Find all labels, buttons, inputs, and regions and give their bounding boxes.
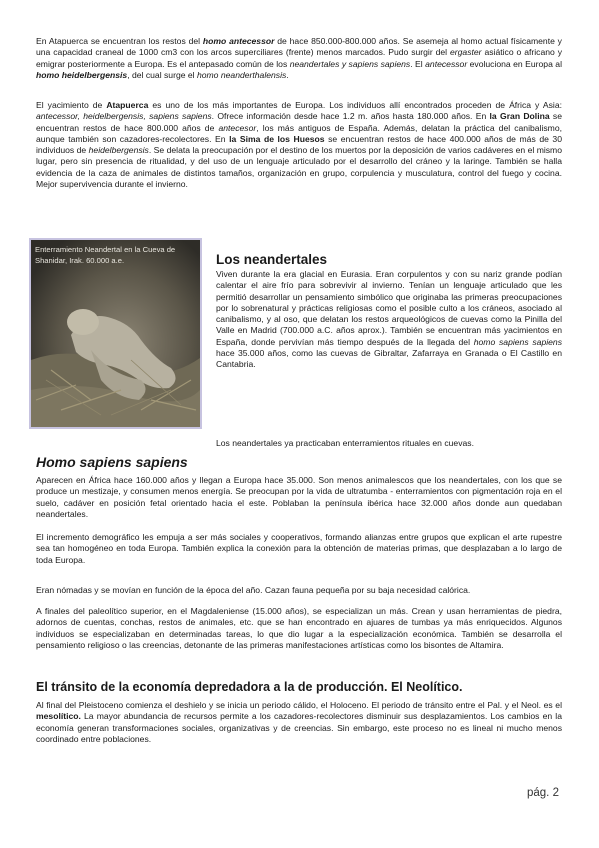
term-homo-heidelbergensis: homo heidelbergensis (36, 69, 128, 80)
term-neandertales-sapiens: neandertales y sapiens sapiens (289, 58, 411, 69)
text: se encuentran restos de hace 400.000 años de más de 30 individuos de (36, 133, 562, 156)
term-mesolitico: mesolítico. (36, 711, 81, 722)
paragraph-sapiens-magdaleniense: A finales del paleolítico superior, en el Magdaleniense (15.000 años), se especializan un más. Crean y usan herramientas de piedra, adornos de cuentas, conchas, restos de animales, etc. que se han encontrado en ajuares de tumbas ya más enriquecidos. Algunos individuos se especializaban en determinadas tareas, lo que dio lugar a la especialización económica. También se desarrolla el pensamiento religioso o las creencias, detonante de las primeras manifestaciones artísticas como los bisontes de Altamira. (36, 606, 562, 650)
text: , los más antiguos de España. Además, delatan la práctica del canibalismo, aunque también son cazadores-recolectores. En (36, 122, 562, 144)
term-homo-antecessor: homo antecessor (202, 36, 275, 46)
text: Viven durante la era glacial en Eurasia. Eran corpulentos y con su nariz grande podían calentar el aire frío para sobrevivir al invierno. Tenían un lenguaje articulado que les permitió desarrollar un pensamiento simbólico que originaba las primeras preocupaciones por lo sobrenatural y prácticas religiosas como el posible culto a los cráneos, asociado al canibalismo, y al oso, que delatan los restos arqueológicos de cuevas como la Pinilla del Valle en Madrid (700.000 a.C. años aprox.). También se encuentran más yacimientos en España, donde pervivían más tiempo después de la llegada del (216, 269, 562, 347)
paragraph-neolitico (36, 700, 562, 745)
text: Al final del Pleistoceno comienza el deshielo y se inicia un periodo cálido, el Holoceno. El periodo de tránsito entre el Pal. y el Neol. es el (36, 700, 562, 710)
text: de hace 850.000-800.000 años. Se asemeja al homo actual físicamente y una capacidad craneal de 1000 cm3 con los arcos superciliares (frente) menos marcados. Pudo surgir del (36, 36, 562, 58)
page-number: pág. 2 (527, 787, 559, 799)
term-antecessor: antecessor (425, 58, 468, 69)
text: asiático o africano y emigrar posteriormente a Europa. Es el antepasado común de los (36, 47, 562, 69)
text: hace 35.000 años, como las cuevas de Gibraltar, Zafarraya en Granada o El Castillo en Cantabria. (216, 348, 562, 370)
term-gran-dolina: la Gran Dolina (489, 111, 550, 122)
text: . Ofrece información desde hace 1.2 m. años hasta 180.000 años. En (211, 111, 490, 122)
text: . Se delata la preocupación por el destino de los muertos por la deposición de varios cadáveres en el mismo lugar, pero sin presencia de ritualidad, y del uso de un lenguaje articulado por el desarrollo del cráneo y la laringe. También se halla evidencia de la caza de animales de distintos tamaños, organización en grupo, corpulencia y musculatura, control del fuego y cocina. Mejor supervivencia durante el invierno. (36, 145, 562, 190)
paragraph-sapiens-africa: Aparecen en África hace 160.000 años y llegan a Europa hace 35.000. Son menos animalescos que los neandertales, con los que se produce un mestizaje, y consumen menos energía. Se preocupan por la vida de ultratumba - enterramientos con pigmentación roja en el suelo, cadáver en posición fetal orientado hacia el este. Poblaban la península ibérica hace 32.000 años donde aun quedaban neandertales. (36, 475, 562, 519)
paragraph-antecessor (36, 36, 562, 81)
term-homo-neanderthalensis: homo neanderthalensis (196, 69, 287, 80)
text: es uno de los más importantes de Europa. Los individuos allí encontrados proceden de África y Asia: (148, 100, 562, 110)
text: . El (410, 58, 426, 69)
paragraph-sapiens-nomadas: Eran nómadas y se movían en función de la época del año. Cazan fauna pequeña por su baja necesidad calórica. (36, 585, 471, 595)
section-heading-neandertales: Los neandertales (216, 252, 328, 267)
term-species-list: antecessor, heidelbergensis, sapiens sapiens (36, 111, 212, 122)
text: , del cual surge el (127, 69, 197, 80)
section-heading-homo-sapiens: Homo sapiens sapiens (36, 454, 188, 470)
photo-caption: Enterramiento Neandertal en la Cueva de Shanidar, Irak. 60.000 a.e. (35, 245, 176, 265)
paragraph-enterramientos: Los neandertales ya practicaban enterramientos rituales en cuevas. (216, 438, 474, 448)
term-ergaster: ergaster (450, 47, 482, 58)
text: evoluciona en Europa al (467, 58, 562, 69)
term-antecesor: antecesor (218, 122, 257, 133)
term-heidelbergensis: heidelbergensis (88, 145, 149, 156)
text: se encuentran restos de hace 800.000 años de (36, 111, 562, 133)
text: . (286, 69, 289, 80)
text: El yacimiento de (36, 100, 107, 110)
neanderthal-burial-photo (29, 238, 202, 429)
text: La mayor abundancia de recursos permite a los cazadores-recolectores disminuir sus desplazamientos. Los cambios en la economía generan transformaciones sociales, organizativas y de creencias. Sin embargo, este proceso no es lineal ni mucho menos coordinado entre poblaciones. (36, 711, 562, 744)
paragraph-sapiens-social: El incremento demográfico les empuja a ser más sociales y cooperativos, formando alianzas entre grupos que explican el arte rupestre sea tan homogéneo en toda Europa. También explica la conexión para la obtención de materias primas, que desplazaban a lo largo de toda Europa. (36, 532, 562, 565)
burial-photo-illustration (31, 240, 200, 427)
term-sima-de-los-huesos: la Sima de los Huesos (229, 133, 325, 144)
paragraph-neandertales (216, 269, 562, 371)
section-heading-neolitico: El tránsito de la economía depredadora a la de producción. El Neolítico. (36, 680, 463, 694)
text: En Atapuerca se encuentran los restos del (36, 36, 203, 46)
paragraph-atapuerca (36, 100, 562, 190)
term-atapuerca: Atapuerca (106, 100, 149, 110)
term-homo-sapiens-sapiens: homo sapiens sapiens (473, 336, 562, 347)
